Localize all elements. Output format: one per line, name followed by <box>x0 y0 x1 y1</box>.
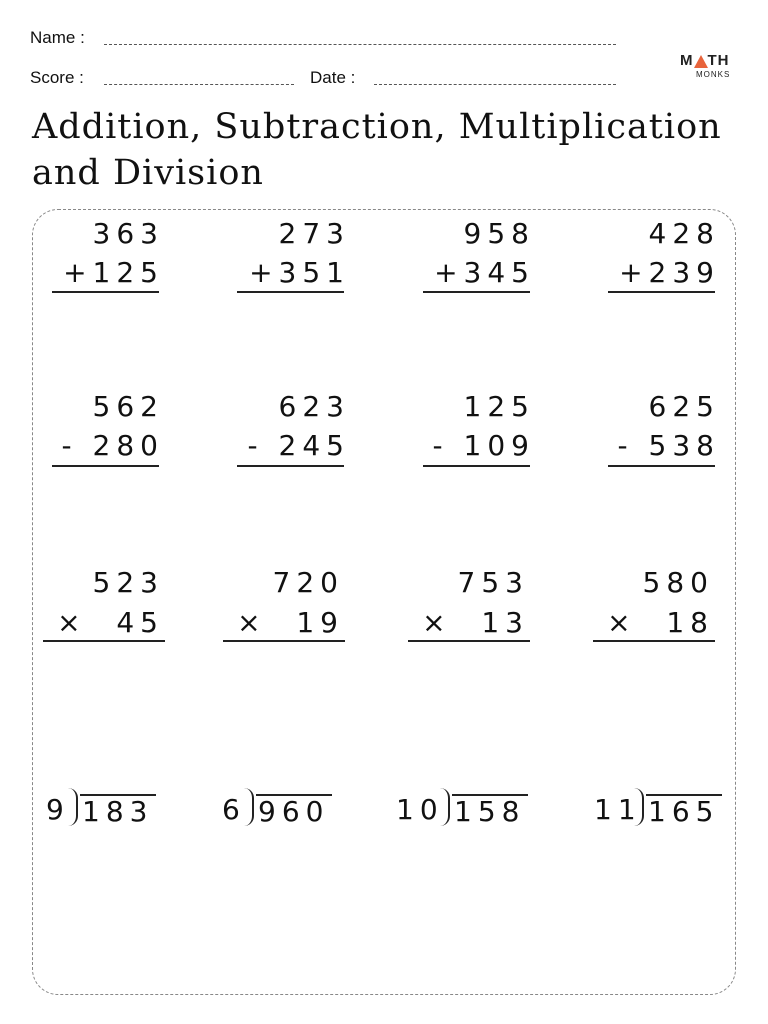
triangle-icon <box>694 55 708 68</box>
math-monks-logo <box>680 52 742 82</box>
division-3-dividend: 158 <box>452 794 528 828</box>
logo-wordmark <box>680 52 730 69</box>
addition-4-top: 428 <box>648 217 720 250</box>
addition-4-bottom: +239 <box>619 256 720 289</box>
division-4-dividend: 165 <box>646 794 722 828</box>
logo-text-right: TH <box>707 52 730 69</box>
division-bracket <box>68 788 78 826</box>
division-2-divisor: 6 <box>222 793 246 826</box>
division-1-divisor: 9 <box>46 793 70 826</box>
answer-line <box>423 291 530 293</box>
division-4-divisor: 11 <box>594 793 642 826</box>
subtraction-2-bottom: - 245 <box>247 429 350 462</box>
answer-line <box>52 465 159 467</box>
logo-subtext: MONKS <box>696 70 731 79</box>
answer-line <box>223 640 345 642</box>
answer-line <box>408 640 530 642</box>
addition-2-top: 273 <box>278 217 350 250</box>
addition-2-bottom: +351 <box>249 256 350 289</box>
date-field[interactable] <box>374 84 616 85</box>
subtraction-4-top: 625 <box>648 390 720 423</box>
multiplication-4-bottom: × 18 <box>607 606 714 639</box>
division-4 <box>594 794 722 834</box>
answer-line <box>43 640 165 642</box>
answer-line <box>52 291 159 293</box>
score-field[interactable] <box>104 84 294 85</box>
multiplication-2-bottom: × 19 <box>237 606 344 639</box>
name-label: Name : <box>30 28 85 47</box>
multiplication-2-top: 720 <box>272 566 344 599</box>
division-3 <box>396 794 530 834</box>
multiplication-1-top: 523 <box>92 566 164 599</box>
division-2 <box>222 794 334 834</box>
logo-text-left: M <box>680 52 694 69</box>
subtraction-3-top: 125 <box>463 390 535 423</box>
multiplication-3-bottom: × 13 <box>422 606 529 639</box>
multiplication-1-bottom: × 45 <box>57 606 164 639</box>
multiplication-3-top: 753 <box>457 566 529 599</box>
worksheet-title <box>32 104 752 196</box>
score-label: Score : <box>30 68 84 87</box>
division-2-dividend: 960 <box>256 794 332 828</box>
problems-frame <box>32 209 736 995</box>
answer-line <box>237 465 344 467</box>
addition-3-bottom: +345 <box>434 256 535 289</box>
division-1-dividend: 183 <box>80 794 156 828</box>
division-3-divisor: 10 <box>396 793 444 826</box>
addition-3-top: 958 <box>463 217 535 250</box>
division-bracket <box>440 788 450 826</box>
addition-1-bottom: +125 <box>63 256 164 289</box>
division-bracket <box>244 788 254 826</box>
answer-line <box>593 640 715 642</box>
subtraction-3-bottom: - 109 <box>432 429 535 462</box>
name-field[interactable] <box>104 44 616 45</box>
division-1 <box>46 794 158 834</box>
subtraction-1-bottom: - 280 <box>61 429 164 462</box>
multiplication-4-top: 580 <box>642 566 714 599</box>
date-label: Date : <box>310 68 356 87</box>
division-bracket <box>634 788 644 826</box>
subtraction-4-bottom: - 538 <box>617 429 720 462</box>
answer-line <box>423 465 530 467</box>
addition-1-top: 363 <box>92 217 164 250</box>
title-line-2: and Division <box>32 153 264 193</box>
subtraction-1-top: 562 <box>92 390 164 423</box>
answer-line <box>237 291 344 293</box>
title-line-1: Addition, Subtraction, Multiplication <box>32 107 722 147</box>
answer-line <box>608 465 715 467</box>
subtraction-2-top: 623 <box>278 390 350 423</box>
answer-line <box>608 291 715 293</box>
